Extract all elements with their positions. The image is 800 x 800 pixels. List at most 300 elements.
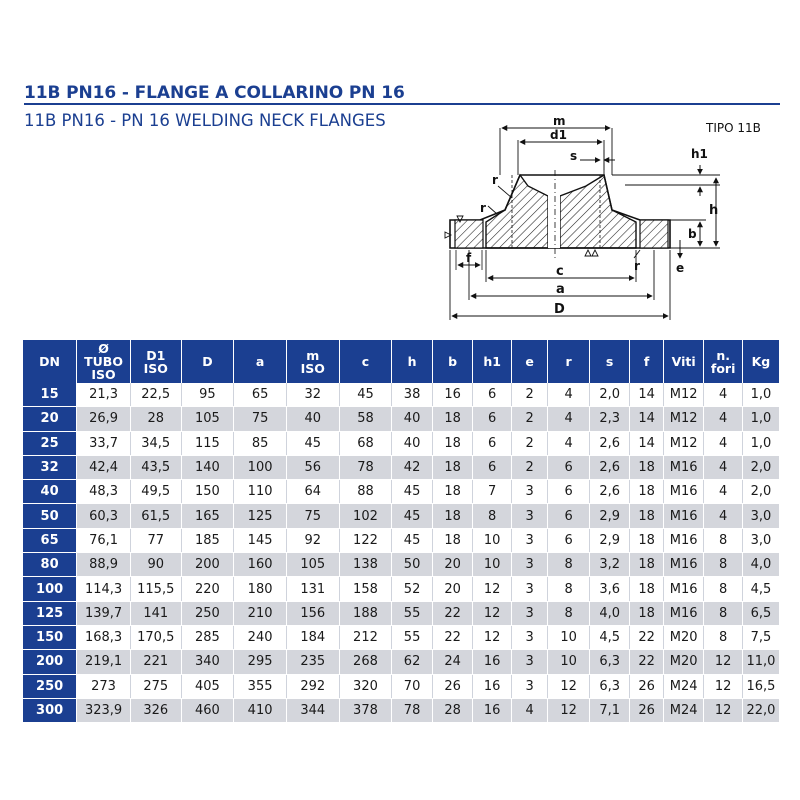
table-cell: 4 bbox=[548, 407, 590, 431]
table-cell: 320 bbox=[339, 674, 392, 698]
table-cell: 12 bbox=[704, 698, 743, 722]
table-cell: 7,5 bbox=[742, 625, 779, 649]
dn-cell: 20 bbox=[23, 407, 77, 431]
table-cell: 16 bbox=[473, 698, 512, 722]
table-cell: 139,7 bbox=[77, 601, 131, 625]
table-cell: 3 bbox=[511, 528, 547, 552]
table-cell: 3 bbox=[511, 601, 547, 625]
table-cell: 210 bbox=[234, 601, 287, 625]
table-cell: 3 bbox=[511, 650, 547, 674]
table-cell: 22,5 bbox=[130, 383, 181, 407]
table-row bbox=[23, 698, 779, 722]
column-header bbox=[511, 340, 547, 383]
table-cell: 340 bbox=[181, 650, 234, 674]
table-cell: 2,0 bbox=[742, 455, 779, 479]
table-cell: 90 bbox=[130, 553, 181, 577]
table-cell: 20 bbox=[432, 577, 473, 601]
table-cell: 4,5 bbox=[589, 625, 630, 649]
column-header-text: ISO bbox=[91, 367, 116, 382]
label-e: e bbox=[676, 261, 685, 275]
table-cell: 3 bbox=[511, 480, 547, 504]
table-cell: 40 bbox=[286, 407, 339, 431]
column-header bbox=[392, 340, 433, 383]
label-f: f bbox=[466, 251, 472, 265]
table-cell: 212 bbox=[339, 625, 392, 649]
table-cell: 78 bbox=[392, 698, 433, 722]
table-cell: 355 bbox=[234, 674, 287, 698]
table-cell: 38 bbox=[392, 383, 433, 407]
table-cell: 323,9 bbox=[77, 698, 131, 722]
table-cell: 55 bbox=[392, 625, 433, 649]
table-cell: 22 bbox=[630, 650, 663, 674]
table-cell: 50 bbox=[392, 553, 433, 577]
column-header bbox=[704, 340, 743, 383]
table-cell: 7 bbox=[473, 480, 512, 504]
table-cell: M20 bbox=[663, 650, 704, 674]
dimensions-table bbox=[23, 340, 779, 723]
label-a: a bbox=[556, 282, 565, 297]
table-cell: 168,3 bbox=[77, 625, 131, 649]
table-cell: 16 bbox=[473, 674, 512, 698]
table-cell: 18 bbox=[630, 577, 663, 601]
table-cell: 18 bbox=[630, 553, 663, 577]
table-cell: 24 bbox=[432, 650, 473, 674]
table-cell: M12 bbox=[663, 431, 704, 455]
table-row bbox=[23, 650, 779, 674]
label-r-right: r bbox=[634, 259, 640, 273]
table-cell: 75 bbox=[234, 407, 287, 431]
table-cell: 3,0 bbox=[742, 528, 779, 552]
table-cell: 12 bbox=[548, 698, 590, 722]
table-cell: 3 bbox=[511, 577, 547, 601]
table-header-row bbox=[23, 340, 779, 383]
table-cell: 22 bbox=[432, 625, 473, 649]
column-header-text: Ø TUBO bbox=[84, 341, 123, 369]
column-header-text: a bbox=[255, 354, 265, 369]
table-cell: 268 bbox=[339, 650, 392, 674]
table-cell: 6,5 bbox=[742, 601, 779, 625]
table-cell: 2 bbox=[511, 407, 547, 431]
table-row bbox=[23, 674, 779, 698]
table-cell: M16 bbox=[663, 553, 704, 577]
column-header bbox=[130, 340, 181, 383]
column-header bbox=[77, 340, 131, 383]
table-cell: 18 bbox=[630, 480, 663, 504]
table-cell: M16 bbox=[663, 455, 704, 479]
table-cell: 12 bbox=[473, 625, 512, 649]
table-cell: 150 bbox=[181, 480, 234, 504]
table-cell: 3,6 bbox=[589, 577, 630, 601]
column-header-text: s bbox=[605, 354, 614, 369]
table-cell: 48,3 bbox=[77, 480, 131, 504]
table-cell: 8 bbox=[704, 601, 743, 625]
column-header-text: r bbox=[565, 354, 572, 369]
table-row bbox=[23, 407, 779, 431]
table-cell: 8 bbox=[548, 553, 590, 577]
table-cell: 273 bbox=[77, 674, 131, 698]
table-cell: 6 bbox=[473, 383, 512, 407]
table-cell: 1,0 bbox=[742, 407, 779, 431]
table-row bbox=[23, 528, 779, 552]
table-cell: 56 bbox=[286, 455, 339, 479]
table-cell: 16,5 bbox=[742, 674, 779, 698]
label-d1: d1 bbox=[550, 128, 567, 142]
column-header-text: ISO bbox=[143, 360, 168, 376]
table-cell: M24 bbox=[663, 698, 704, 722]
table-cell: 1,0 bbox=[742, 431, 779, 455]
table-cell: 110 bbox=[234, 480, 287, 504]
table-cell: 88,9 bbox=[77, 553, 131, 577]
table-cell: 62 bbox=[392, 650, 433, 674]
table-cell: 40 bbox=[392, 431, 433, 455]
table-cell: 156 bbox=[286, 601, 339, 625]
table-cell: 4,5 bbox=[742, 577, 779, 601]
table-cell: 42,4 bbox=[77, 455, 131, 479]
table-cell: 2,6 bbox=[589, 455, 630, 479]
table-cell: 4 bbox=[704, 407, 743, 431]
dn-cell: 80 bbox=[23, 553, 77, 577]
table-cell: 4 bbox=[548, 431, 590, 455]
table-cell: 26 bbox=[630, 674, 663, 698]
table-cell: 185 bbox=[181, 528, 234, 552]
table-cell: 33,7 bbox=[77, 431, 131, 455]
table-cell: 22 bbox=[630, 625, 663, 649]
table-cell: 18 bbox=[630, 601, 663, 625]
column-header-text: Kg bbox=[751, 354, 771, 369]
table-cell: 2,6 bbox=[589, 480, 630, 504]
table-cell: 200 bbox=[181, 553, 234, 577]
table-row bbox=[23, 431, 779, 455]
table-cell: 12 bbox=[473, 601, 512, 625]
dn-cell: 25 bbox=[23, 431, 77, 455]
table-cell: 295 bbox=[234, 650, 287, 674]
table-cell: 18 bbox=[432, 528, 473, 552]
table-cell: 1,0 bbox=[742, 383, 779, 407]
label-c: c bbox=[556, 264, 564, 279]
label-h1: h1 bbox=[691, 147, 708, 161]
table-cell: 32 bbox=[286, 383, 339, 407]
table-cell: 6 bbox=[548, 455, 590, 479]
table-cell: 8 bbox=[548, 601, 590, 625]
table-cell: 2 bbox=[511, 383, 547, 407]
dn-cell: 250 bbox=[23, 674, 77, 698]
table-cell: 6,3 bbox=[589, 650, 630, 674]
dn-cell: 150 bbox=[23, 625, 77, 649]
table-cell: 4 bbox=[511, 698, 547, 722]
table-row bbox=[23, 577, 779, 601]
table-cell: 26,9 bbox=[77, 407, 131, 431]
table-cell: 85 bbox=[234, 431, 287, 455]
label-h: h bbox=[709, 203, 719, 218]
table-cell: 131 bbox=[286, 577, 339, 601]
table-cell: 88 bbox=[339, 480, 392, 504]
page-subtitle: 11B PN16 - PN 16 WELDING NECK FLANGES bbox=[24, 111, 386, 130]
table-cell: 326 bbox=[130, 698, 181, 722]
table-cell: 4 bbox=[704, 504, 743, 528]
table-cell: 45 bbox=[392, 528, 433, 552]
column-header bbox=[742, 340, 779, 383]
column-header-text: D bbox=[202, 354, 213, 369]
table-cell: 11,0 bbox=[742, 650, 779, 674]
table-cell: M16 bbox=[663, 504, 704, 528]
table-cell: 6 bbox=[473, 455, 512, 479]
table-cell: 114,3 bbox=[77, 577, 131, 601]
table-cell: 4 bbox=[704, 431, 743, 455]
table-cell: 219,1 bbox=[77, 650, 131, 674]
table-cell: 100 bbox=[234, 455, 287, 479]
table-cell: 4 bbox=[704, 383, 743, 407]
table-cell: 145 bbox=[234, 528, 287, 552]
table-cell: 410 bbox=[234, 698, 287, 722]
column-header bbox=[630, 340, 663, 383]
type-label: TIPO 11B bbox=[706, 121, 761, 135]
table-cell: 6 bbox=[548, 480, 590, 504]
dn-cell: 200 bbox=[23, 650, 77, 674]
table-row bbox=[23, 480, 779, 504]
table-cell: 105 bbox=[181, 407, 234, 431]
table-cell: 115,5 bbox=[130, 577, 181, 601]
table-cell: 10 bbox=[548, 625, 590, 649]
table-cell: 8 bbox=[704, 625, 743, 649]
bolt-hole-left bbox=[455, 220, 483, 248]
dn-cell: 125 bbox=[23, 601, 77, 625]
table-cell: 160 bbox=[234, 553, 287, 577]
column-header bbox=[548, 340, 590, 383]
table-row bbox=[23, 553, 779, 577]
table-cell: 460 bbox=[181, 698, 234, 722]
table-cell: 12 bbox=[704, 674, 743, 698]
table-cell: 26 bbox=[432, 674, 473, 698]
table-cell: M24 bbox=[663, 674, 704, 698]
table-cell: 16 bbox=[432, 383, 473, 407]
table-cell: 21,3 bbox=[77, 383, 131, 407]
table-cell: 14 bbox=[630, 407, 663, 431]
table-cell: 14 bbox=[630, 431, 663, 455]
column-header bbox=[663, 340, 704, 383]
table-row bbox=[23, 455, 779, 479]
table-cell: 60,3 bbox=[77, 504, 131, 528]
table-cell: M16 bbox=[663, 480, 704, 504]
table-cell: 8 bbox=[704, 528, 743, 552]
table-cell: 18 bbox=[432, 455, 473, 479]
table-cell: M16 bbox=[663, 528, 704, 552]
table-cell: 18 bbox=[432, 431, 473, 455]
table-cell: 2,9 bbox=[589, 528, 630, 552]
dn-cell: 100 bbox=[23, 577, 77, 601]
table-cell: 18 bbox=[432, 504, 473, 528]
table-cell: 141 bbox=[130, 601, 181, 625]
table-cell: 95 bbox=[181, 383, 234, 407]
table-cell: 6 bbox=[548, 504, 590, 528]
table-cell: 2 bbox=[511, 455, 547, 479]
table-cell: 158 bbox=[339, 577, 392, 601]
flange-section-right bbox=[560, 175, 636, 248]
table-row bbox=[23, 601, 779, 625]
table-cell: 14 bbox=[630, 383, 663, 407]
table-cell: 235 bbox=[286, 650, 339, 674]
table-cell: 68 bbox=[339, 431, 392, 455]
table-cell: 240 bbox=[234, 625, 287, 649]
table-cell: 102 bbox=[339, 504, 392, 528]
table-cell: 3,0 bbox=[742, 504, 779, 528]
table-cell: 6 bbox=[473, 407, 512, 431]
column-header-text: c bbox=[361, 354, 370, 369]
column-header-text: DN bbox=[39, 354, 61, 369]
column-header-text: f bbox=[643, 354, 650, 369]
table-cell: 12 bbox=[704, 650, 743, 674]
table-cell: 4 bbox=[704, 480, 743, 504]
column-header bbox=[589, 340, 630, 383]
table-cell: 4 bbox=[548, 383, 590, 407]
table-cell: 52 bbox=[392, 577, 433, 601]
table-cell: 6,3 bbox=[589, 674, 630, 698]
page-title: 11B PN16 - FLANGE A COLLARINO PN 16 bbox=[24, 83, 405, 103]
table-cell: 18 bbox=[432, 480, 473, 504]
table-cell: 45 bbox=[392, 480, 433, 504]
table-cell: M16 bbox=[663, 601, 704, 625]
table-cell: 76,1 bbox=[77, 528, 131, 552]
table-cell: 18 bbox=[630, 504, 663, 528]
table-cell: 58 bbox=[339, 407, 392, 431]
table-cell: 344 bbox=[286, 698, 339, 722]
table-cell: 34,5 bbox=[130, 431, 181, 455]
table-cell: 105 bbox=[286, 553, 339, 577]
table-cell: 378 bbox=[339, 698, 392, 722]
table-cell: 6 bbox=[548, 528, 590, 552]
table-cell: 18 bbox=[432, 407, 473, 431]
title-divider bbox=[24, 103, 780, 105]
table-cell: 77 bbox=[130, 528, 181, 552]
table-cell: 3,2 bbox=[589, 553, 630, 577]
table-cell: 188 bbox=[339, 601, 392, 625]
column-header-text: D1 bbox=[146, 347, 166, 363]
column-header bbox=[181, 340, 234, 383]
table-cell: 180 bbox=[234, 577, 287, 601]
bolt-hole-right bbox=[640, 220, 668, 248]
column-header-text: n. fori bbox=[710, 347, 736, 376]
table-cell: 221 bbox=[130, 650, 181, 674]
dn-cell: 50 bbox=[23, 504, 77, 528]
column-header-text: e bbox=[525, 354, 534, 369]
dn-cell: 65 bbox=[23, 528, 77, 552]
column-header-text: ISO bbox=[300, 360, 325, 376]
table-cell: 20 bbox=[432, 553, 473, 577]
table-cell: 45 bbox=[339, 383, 392, 407]
table-cell: 26 bbox=[630, 698, 663, 722]
table-cell: 2,6 bbox=[589, 431, 630, 455]
table-cell: 2,9 bbox=[589, 504, 630, 528]
table-cell: 45 bbox=[286, 431, 339, 455]
column-header bbox=[23, 340, 77, 383]
column-header bbox=[234, 340, 287, 383]
column-header bbox=[339, 340, 392, 383]
table-cell: 8 bbox=[704, 577, 743, 601]
table-cell: 10 bbox=[473, 553, 512, 577]
table-cell: M12 bbox=[663, 383, 704, 407]
table-cell: 2,0 bbox=[589, 383, 630, 407]
table-cell: 3 bbox=[511, 553, 547, 577]
dn-cell: 40 bbox=[23, 480, 77, 504]
label-s: s bbox=[570, 149, 578, 163]
table-cell: 75 bbox=[286, 504, 339, 528]
label-D: D bbox=[554, 302, 565, 317]
table-cell: 6 bbox=[473, 431, 512, 455]
table-cell: 18 bbox=[630, 455, 663, 479]
table-cell: M20 bbox=[663, 625, 704, 649]
table-cell: 165 bbox=[181, 504, 234, 528]
table-cell: 61,5 bbox=[130, 504, 181, 528]
table-cell: 250 bbox=[181, 601, 234, 625]
dn-cell: 32 bbox=[23, 455, 77, 479]
table-cell: 43,5 bbox=[130, 455, 181, 479]
dn-cell: 300 bbox=[23, 698, 77, 722]
table-cell: 8 bbox=[548, 577, 590, 601]
table-cell: 4,0 bbox=[742, 553, 779, 577]
table-cell: 285 bbox=[181, 625, 234, 649]
column-header bbox=[286, 340, 339, 383]
label-m: m bbox=[553, 114, 566, 128]
table-cell: 49,5 bbox=[130, 480, 181, 504]
table-cell: 292 bbox=[286, 674, 339, 698]
table-cell: 4,0 bbox=[589, 601, 630, 625]
table-cell: 55 bbox=[392, 601, 433, 625]
table-cell: 2 bbox=[511, 431, 547, 455]
table-cell: 22 bbox=[432, 601, 473, 625]
table-cell: 10 bbox=[473, 528, 512, 552]
table-cell: 12 bbox=[548, 674, 590, 698]
column-header-text: h bbox=[407, 354, 417, 369]
table-cell: 16 bbox=[473, 650, 512, 674]
table-row bbox=[23, 625, 779, 649]
table-cell: 115 bbox=[181, 431, 234, 455]
label-b: b bbox=[688, 227, 697, 241]
table-row bbox=[23, 383, 779, 407]
table-cell: 28 bbox=[432, 698, 473, 722]
table-cell: 275 bbox=[130, 674, 181, 698]
table-cell: 3 bbox=[511, 625, 547, 649]
table-cell: M12 bbox=[663, 407, 704, 431]
table-cell: 40 bbox=[392, 407, 433, 431]
table-cell: 64 bbox=[286, 480, 339, 504]
table-cell: 220 bbox=[181, 577, 234, 601]
label-r-left: r bbox=[480, 201, 486, 215]
table-cell: 28 bbox=[130, 407, 181, 431]
column-header-text: m bbox=[306, 347, 320, 363]
table-cell: 42 bbox=[392, 455, 433, 479]
table-cell: 10 bbox=[548, 650, 590, 674]
dn-cell: 15 bbox=[23, 383, 77, 407]
table-cell: 140 bbox=[181, 455, 234, 479]
flange-diagram bbox=[435, 112, 780, 327]
table-cell: 125 bbox=[234, 504, 287, 528]
table-cell: 3 bbox=[511, 504, 547, 528]
table-cell: 92 bbox=[286, 528, 339, 552]
table-cell: 122 bbox=[339, 528, 392, 552]
table-cell: 45 bbox=[392, 504, 433, 528]
table-cell: 170,5 bbox=[130, 625, 181, 649]
label-r-top: r bbox=[492, 173, 498, 187]
table-cell: 78 bbox=[339, 455, 392, 479]
table-cell: 8 bbox=[704, 553, 743, 577]
column-header bbox=[432, 340, 473, 383]
column-header-text: Viti bbox=[671, 354, 696, 369]
table-row bbox=[23, 504, 779, 528]
column-header bbox=[473, 340, 512, 383]
table-cell: 18 bbox=[630, 528, 663, 552]
table-cell: 22,0 bbox=[742, 698, 779, 722]
table-cell: 184 bbox=[286, 625, 339, 649]
table-cell: 7,1 bbox=[589, 698, 630, 722]
